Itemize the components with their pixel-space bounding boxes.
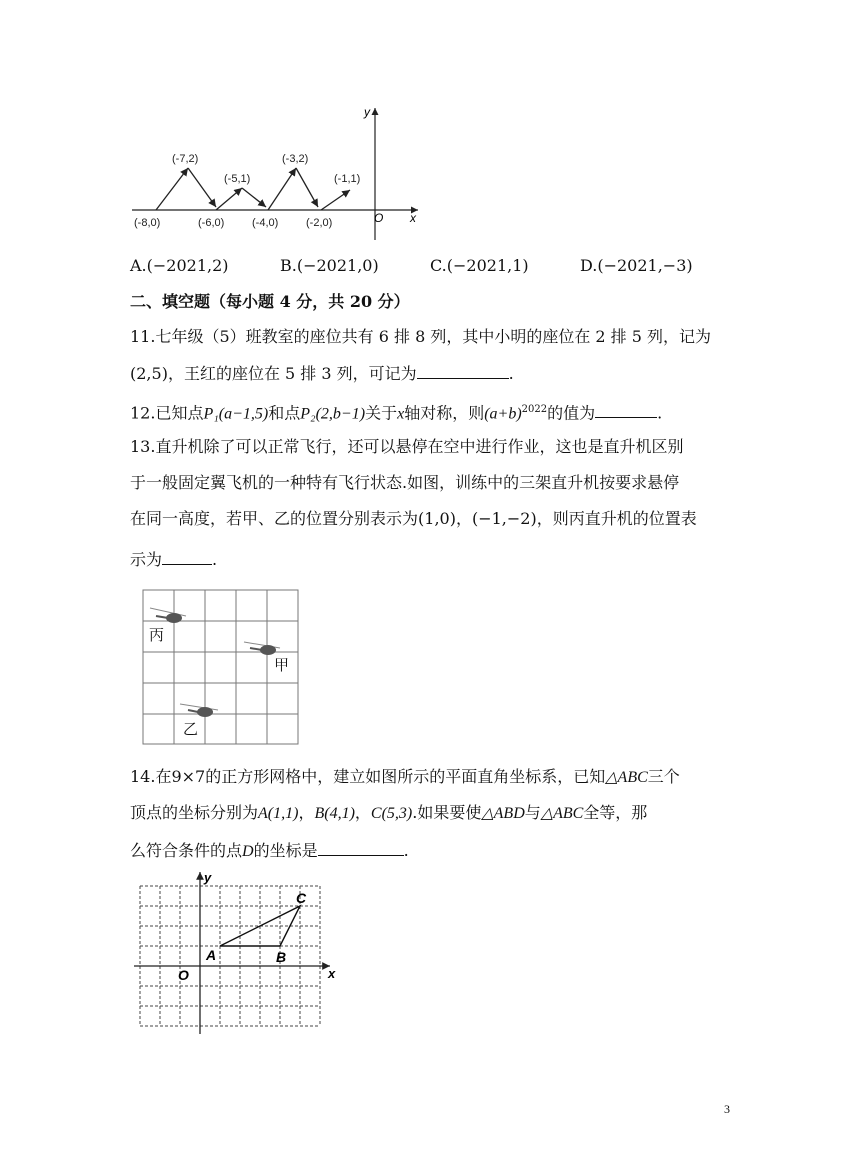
point-a-label: A xyxy=(206,947,217,963)
q14-line3: 么符合条件的点D的坐标是 . xyxy=(130,841,409,860)
q13-line2: 于一般固定翼飞机的一种特有飞行状态.如图，训练中的三架直升机按要求悬停 xyxy=(130,473,680,492)
option-a: A.(−2021,2) xyxy=(130,256,229,275)
point-label: (-2,0) xyxy=(306,217,333,229)
x-axis-label: x xyxy=(328,966,336,981)
q12-line: 12.已知点P₁(a−1,5)和点P₂(2,b−1)关于x轴对称，则$(a+b)^{2022}$的值为 . xyxy=(130,403,663,423)
x-axis-label: x xyxy=(410,211,416,225)
helicopter-icon xyxy=(244,642,280,655)
helicopter-icon xyxy=(180,704,218,717)
point-label: (-6,0) xyxy=(198,217,225,229)
triangle-grid-figure xyxy=(130,866,350,1038)
answer-blank xyxy=(417,362,509,379)
q11-line1: 11.七年级（5）班教室的座位共有 6 排 8 列，其中小明的座位在 2 排 5 列，记为 xyxy=(130,327,712,346)
y-axis-label: y xyxy=(364,105,370,119)
label-yi: 乙 xyxy=(183,721,199,738)
option-d: D.(−2021,−3) xyxy=(580,256,693,275)
q11-seat-coord: (2,5) xyxy=(130,364,168,383)
q11-line2: (2,5)，王红的座位在 5 排 3 列，可记为 . xyxy=(130,364,514,383)
point-c-label: C xyxy=(296,890,307,906)
point-label: (-5,1) xyxy=(224,173,251,185)
point-b-label: B xyxy=(276,949,287,965)
q13-line1: 13.直升机除了可以正常飞行，还可以悬停在空中进行作业，这也是直升机区别 xyxy=(130,437,684,456)
y-axis-label: y xyxy=(204,870,212,885)
zigzag-figure xyxy=(128,100,428,245)
answer-blank xyxy=(318,839,404,856)
label-bing: 丙 xyxy=(149,627,165,644)
answer-blank xyxy=(595,401,657,418)
point-label: (-7,2) xyxy=(172,153,199,165)
section-title: 二、填空题（每小题 4 分，共 20 分） xyxy=(130,292,410,311)
page-number: 3 xyxy=(724,1102,730,1116)
q14-line1: 14.在9×7的正方形网格中，建立如图所示的平面直角坐标系，已知△ABC三个 xyxy=(130,767,680,786)
point-label: (-1,1) xyxy=(334,173,361,185)
option-b: B.(−2021,0) xyxy=(280,256,379,275)
origin-label: O xyxy=(178,967,189,983)
point-label: (-3,2) xyxy=(282,153,309,165)
option-c: C.(−2021,1) xyxy=(430,256,529,275)
q14-line2: 顶点的坐标分别为A(1,1)，B(4,1)，C(5,3).如果要使△ABD与△ABC全等，那 xyxy=(130,803,648,822)
helicopter-grid-figure xyxy=(140,588,302,746)
origin-label: O xyxy=(374,211,384,225)
point-label: (-8,0) xyxy=(134,217,161,229)
q13-line4: 示为 . xyxy=(130,550,218,569)
label-jia: 甲 xyxy=(274,657,290,674)
q13-line3: 在同一高度，若甲、乙的位置分别表示为(1,0)，(−1,−2)，则丙直升机的位置表 xyxy=(130,509,697,528)
answer-blank xyxy=(162,548,212,565)
point-label: (-4,0) xyxy=(252,217,279,229)
